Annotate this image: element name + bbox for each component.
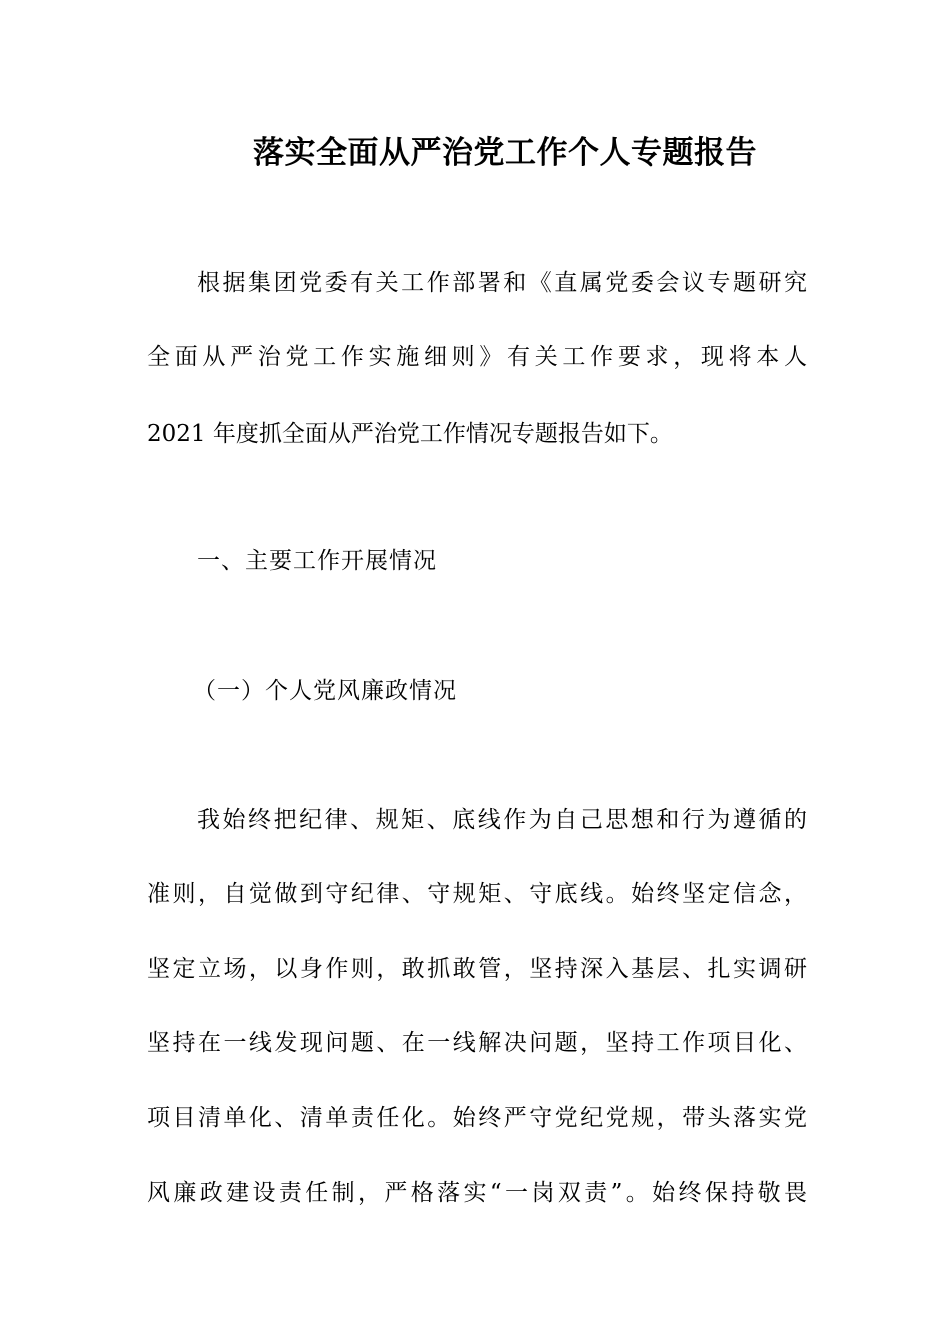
- intro-line-2: 全面从严治党工作实施细则》有关工作要求，现将本人: [147, 344, 807, 370]
- body-line-6: 风廉政建设责任制，严格落实“一岗双责”。始终保持敬畏: [147, 1180, 807, 1206]
- body-line-5: 项目清单化、清单责任化。始终严守党纪党规，带头落实党: [147, 1105, 807, 1131]
- document-title: 落实全面从严治党工作个人专题报告: [253, 135, 757, 171]
- body-line-1: 我始终把纪律、规矩、底线作为自己思想和行为遵循的: [197, 807, 807, 833]
- intro-line-1: 根据集团党委有关工作部署和《直属党委会议专题研究: [197, 270, 807, 296]
- section-heading: 一、主要工作开展情况: [197, 548, 437, 574]
- subsection-heading: （一）个人党风廉政情况: [193, 678, 457, 704]
- body-line-4: 坚持在一线发现问题、在一线解决问题，坚持工作项目化、: [147, 1030, 807, 1056]
- intro-line-3: 2021 年度抓全面从严治党工作情况专题报告如下。: [147, 421, 673, 447]
- body-line-2: 准则，自觉做到守纪律、守规矩、守底线。始终坚定信念，: [147, 881, 807, 907]
- body-line-3: 坚定立场，以身作则，敢抓敢管，坚持深入基层、扎实调研: [147, 956, 807, 982]
